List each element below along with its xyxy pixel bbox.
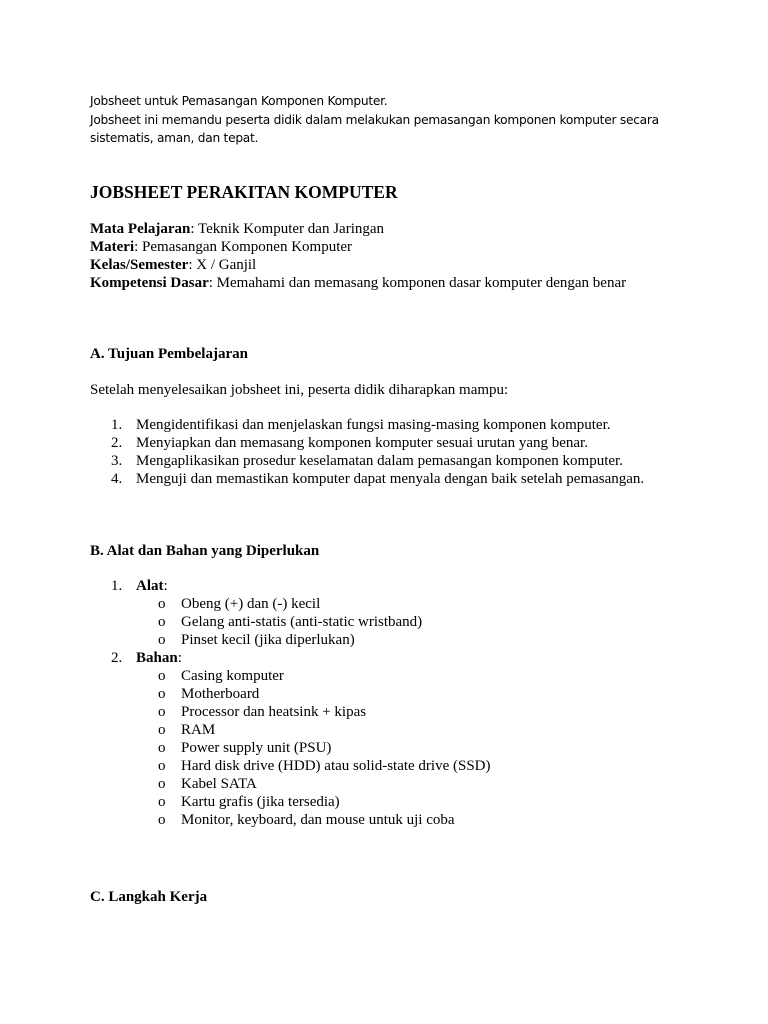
list-item-number: 2. xyxy=(111,435,123,451)
bullet-o: o xyxy=(158,776,166,792)
sublist-item-text: Obeng (+) dan (-) kecil xyxy=(181,596,321,612)
intro-line-1: Jobsheet untuk Pemasangan Komponen Komputer. xyxy=(90,94,388,108)
sublist-item-text: Power supply unit (PSU) xyxy=(181,740,332,756)
meta-mapel-value: : Teknik Komputer dan Jaringan xyxy=(190,221,385,237)
bahan-label: Bahan xyxy=(136,650,178,666)
bullet-o: o xyxy=(158,812,166,828)
bullet-o: o xyxy=(158,758,166,774)
sublist-item-text: Motherboard xyxy=(181,686,260,702)
sublist-item-text: RAM xyxy=(181,722,216,738)
bullet-o: o xyxy=(158,632,166,648)
sublist-item-text: Monitor, keyboard, dan mouse untuk uji coba xyxy=(181,812,455,828)
meta-materi-label: Materi xyxy=(90,239,135,255)
bullet-o: o xyxy=(158,704,166,720)
bullet-o: o xyxy=(158,740,166,756)
list-item-number: 4. xyxy=(111,471,123,487)
list-item-text: Menyiapkan dan memasang komponen komputer sesuai urutan yang benar. xyxy=(136,435,588,451)
meta-mapel xyxy=(90,220,626,238)
meta-materi xyxy=(90,238,626,256)
list-item-text: Mengaplikasikan prosedur keselamatan dalam pemasangan komponen komputer. xyxy=(136,453,623,469)
sublist-item-text: Pinset kecil (jika diperlukan) xyxy=(181,632,355,648)
list-item-text: Menguji dan memastikan komputer dapat menyala dengan baik setelah pemasangan. xyxy=(136,471,645,487)
meta-kd-label: Kompetensi Dasar xyxy=(90,275,209,291)
alat-colon: : xyxy=(163,578,168,594)
list-item-number: 2. xyxy=(111,650,123,666)
sublist-item-text: Hard disk drive (HDD) atau solid-state drive (SSD) xyxy=(181,758,491,774)
list-item-heading xyxy=(136,577,168,595)
bahan-colon: : xyxy=(177,650,182,666)
sublist-item-text: Processor dan heatsink + kipas xyxy=(181,704,367,720)
bullet-o: o xyxy=(158,596,166,612)
section-c-title: C. Langkah Kerja xyxy=(90,889,208,905)
sublist-item-text: Gelang anti-statis (anti-static wristband) xyxy=(181,614,423,630)
bullet-o: o xyxy=(158,794,166,810)
meta-kd xyxy=(90,274,626,292)
sublist-item-text: Kartu grafis (jika tersedia) xyxy=(181,794,340,810)
intro-paragraph xyxy=(90,92,690,148)
document-title: JOBSHEET PERAKITAN KOMPUTER xyxy=(90,182,398,202)
list-item-number: 1. xyxy=(111,417,123,433)
list-item-heading xyxy=(136,649,182,667)
section-b-title: B. Alat dan Bahan yang Diperlukan xyxy=(90,543,320,559)
bullet-o: o xyxy=(158,668,166,684)
section-a-intro: Setelah menyelesaikan jobsheet ini, peserta didik diharapkan mampu: xyxy=(90,382,509,398)
meta-block xyxy=(90,220,626,292)
meta-materi-value: : Pemasangan Komponen Komputer xyxy=(134,239,353,255)
sublist-item-text: Kabel SATA xyxy=(181,776,257,792)
meta-kelas-label: Kelas/Semester xyxy=(90,257,189,273)
meta-kelas xyxy=(90,256,626,274)
alat-label: Alat xyxy=(136,578,164,594)
meta-kd-value: : Memahami dan memasang komponen dasar komputer dengan benar xyxy=(208,275,627,291)
bullet-o: o xyxy=(158,686,166,702)
intro-line-3: sistematis, aman, dan tepat. xyxy=(90,131,259,145)
section-a-title: A. Tujuan Pembelajaran xyxy=(90,346,248,362)
bullet-o: o xyxy=(158,614,166,630)
bullet-o: o xyxy=(158,722,166,738)
list-item-text: Mengidentifikasi dan menjelaskan fungsi masing-masing komponen komputer. xyxy=(136,417,611,433)
sublist-item-text: Casing komputer xyxy=(181,668,284,684)
list-item-number: 3. xyxy=(111,453,123,469)
meta-kelas-value: : X / Ganjil xyxy=(188,257,257,273)
list-item-number: 1. xyxy=(111,578,123,594)
meta-mapel-label: Mata Pelajaran xyxy=(90,221,191,237)
intro-line-2: Jobsheet ini memandu peserta didik dalam melakukan pemasangan komponen komputer secara xyxy=(90,112,659,127)
